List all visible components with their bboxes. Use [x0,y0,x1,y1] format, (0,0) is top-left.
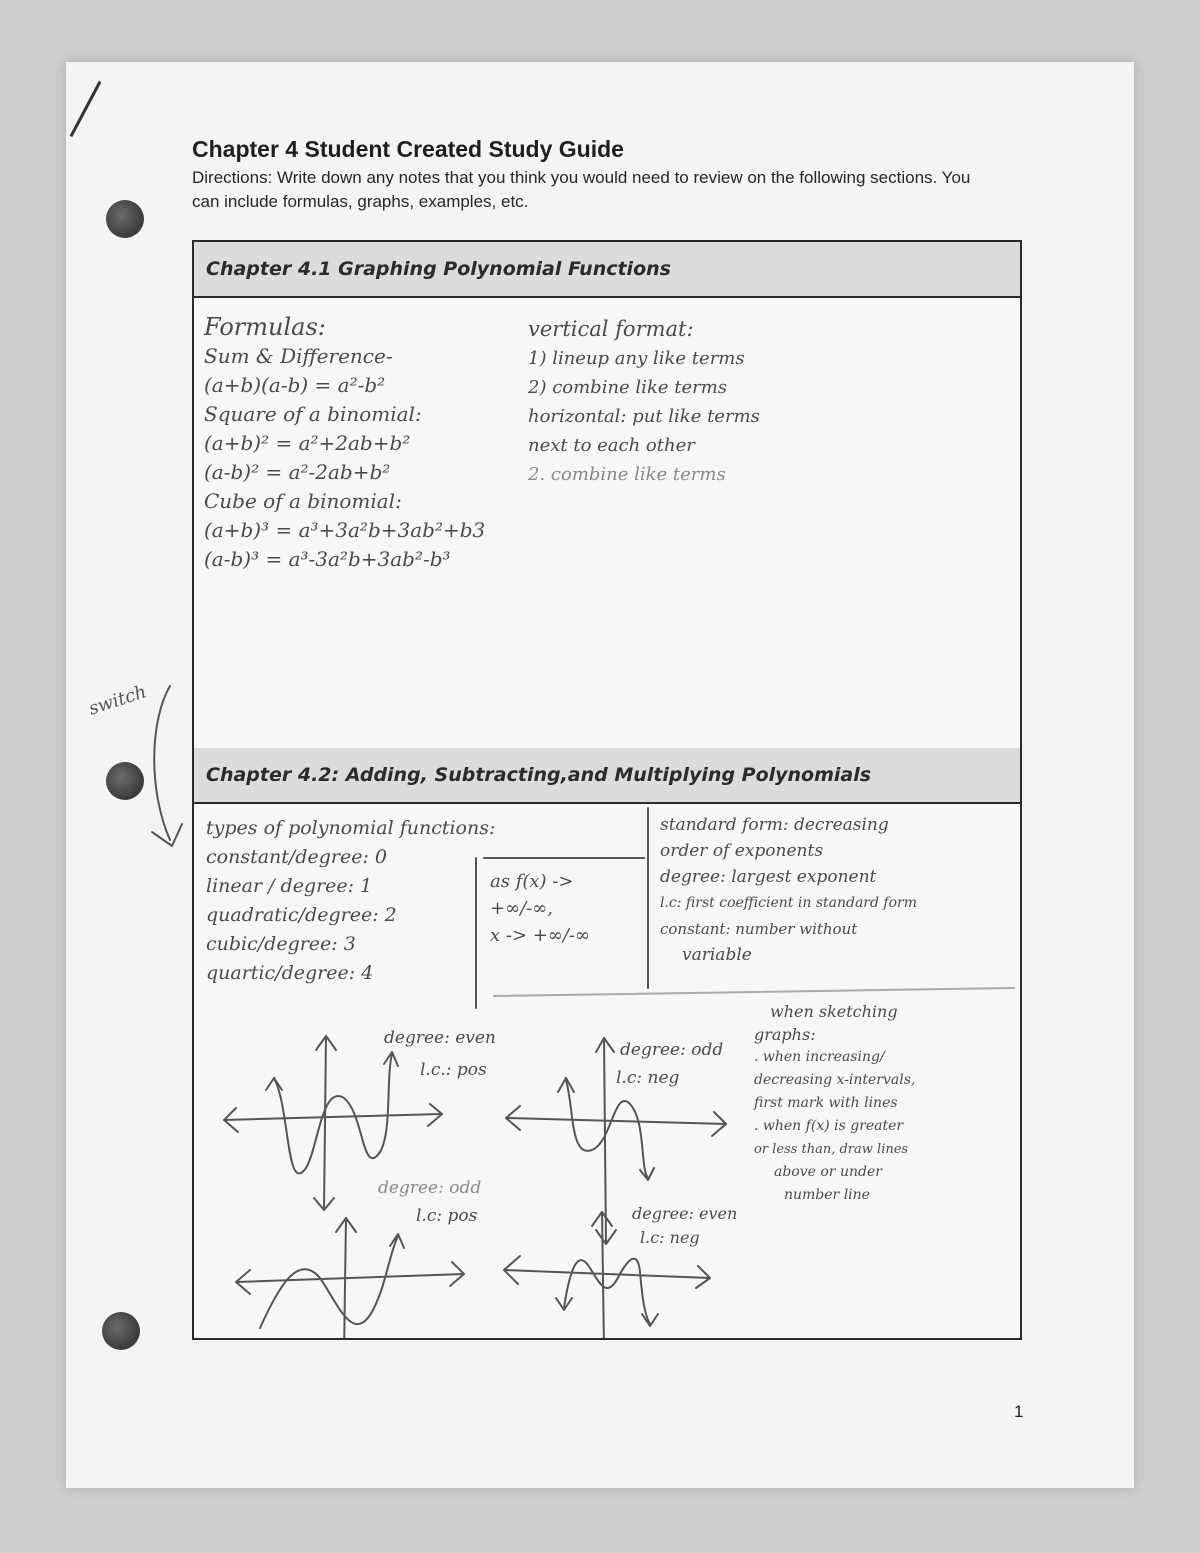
graph2-degree-label: degree: odd [620,1040,724,1060]
graph4-lc-label: l.c: neg [640,1228,700,1247]
note-line: horizontal: put like terms [528,406,760,427]
graph2-curve [566,1080,648,1178]
graph1-curve-arrow-left [266,1078,282,1090]
note-line: Sum & Difference- [204,344,393,368]
graph4-curve-arrow-right [642,1314,658,1326]
note-line: Formulas: [204,313,326,341]
column-divider [494,988,1014,996]
graph2-lc-label: l.c: neg [616,1068,680,1088]
note-line: (a-b)³ = a³-3a²b+3ab²-b³ [204,547,451,571]
note-line: next to each other [528,435,695,456]
note-line: 2) combine like terms [528,377,728,398]
graph4-degree-label: degree: even [632,1204,738,1223]
note-line: x -> +∞/-∞ [490,925,590,946]
graph3-lc-label: l.c: pos [416,1206,478,1226]
section-4-2-heading: Chapter 4.2: Adding, Subtracting,and Multiplying Polynomials [206,764,872,786]
section-4-1-heading: Chapter 4.1 Graphing Polynomial Functions [206,258,671,280]
graph1-sketch [224,1036,442,1210]
note-line: (a+b)(a-b) = a²-b² [204,373,386,397]
graph1-x-axis [224,1114,442,1120]
note-line: vertical format: [528,317,694,341]
note-line: order of exponents [660,841,824,861]
binder-hole-middle [106,762,144,800]
graph3-x-axis [236,1274,464,1282]
note-line: types of polynomial functions: [206,817,496,839]
graph3-curve-arrow [390,1234,404,1248]
graph3-degree-label: degree: odd [378,1178,482,1198]
note-line: as f(x) -> [490,871,574,892]
graph3-y-axis [344,1218,346,1338]
graph3-curve [260,1236,398,1328]
note-line: when sketching [770,1002,898,1021]
note-line: quadratic/degree: 2 [206,904,397,926]
note-line: constant/degree: 0 [206,846,387,868]
graph1-y-axis [324,1036,326,1210]
note-line: (a-b)² = a²-2ab+b² [204,460,391,484]
note-line: l.c: first coefficient in standard form [660,895,917,911]
note-line: number line [784,1187,870,1203]
graph1-degree-label: degree: even [384,1028,496,1048]
note-line: standard form: decreasing [660,815,889,835]
note-line: +∞/-∞, [490,898,553,919]
note-line: (a+b)² = a²+2ab+b² [204,431,411,455]
note-line: quartic/degree: 4 [206,962,374,984]
note-line: (a+b)³ = a³+3a²b+3ab²+b3 [204,518,486,542]
binder-hole-bottom [102,1312,140,1350]
graph2-y-axis [604,1038,606,1244]
section-4-1-box [192,240,1022,750]
graph2-sketch [506,1038,726,1244]
graph1-lc-label: l.c.: pos [420,1060,487,1080]
graph3-sketch [236,1218,464,1338]
note-line: cubic/degree: 3 [206,933,356,955]
note-line: linear / degree: 1 [206,875,373,897]
note-line: Square of a binomial: [204,402,422,426]
note-line: 2. combine like terms [528,464,726,485]
graph4-curve [564,1259,650,1324]
graph4-sketch [504,1212,710,1338]
note-line: above or under [774,1164,882,1180]
directions-text: Directions: Write down any notes that you think you would need to review on the following sections. You can include formulas, graphs, examples, etc. [192,168,971,211]
graph2-x-axis [506,1118,726,1124]
document-title: Chapter 4 Student Created Study Guide [192,136,624,162]
note-line: Cube of a binomial: [204,489,402,513]
page-number: 1 [1014,1402,1024,1421]
hand-drawn-graphs [194,748,1020,1338]
note-line: or less than, draw lines [754,1142,909,1157]
format-notes [528,314,760,489]
note-line: . when f(x) is greater [754,1118,904,1134]
section-4-1-header [194,242,1020,298]
formulas-notes [204,312,485,574]
note-line: decreasing x-intervals, [754,1072,916,1088]
graph4-x-axis [504,1270,710,1278]
margin-note-switch: switch [86,681,150,720]
note-line: degree: largest exponent [660,867,877,887]
section-4-2-box [192,748,1022,1340]
note-line: 1) lineup any like terms [528,348,745,369]
binder-hole-top [106,200,144,238]
note-line: graphs: [754,1025,816,1044]
graph1-curve [274,1054,392,1173]
note-line: constant: number without [660,920,858,938]
note-line: first mark with lines [754,1095,898,1111]
graph4-y-axis [602,1212,604,1338]
note-line: variable [682,945,752,965]
note-line: . when increasing/ [754,1049,885,1065]
